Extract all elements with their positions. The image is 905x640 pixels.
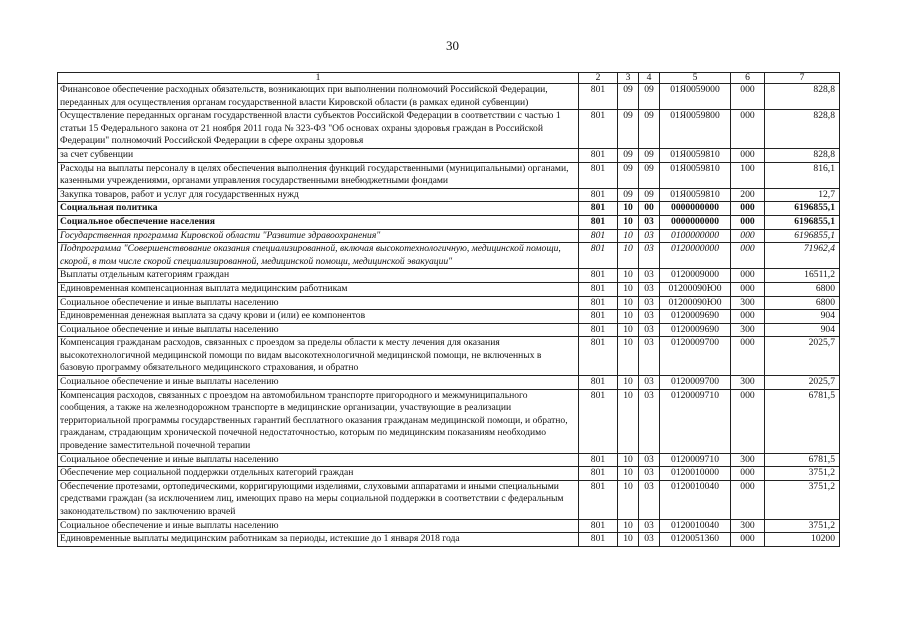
row-sum-cell: 10200 (765, 533, 840, 547)
row-sum-cell: 2025,7 (765, 376, 840, 390)
row-sum-cell: 904 (765, 310, 840, 324)
row-section-cell: 10 (618, 243, 639, 269)
row-subsection-cell: 00 (639, 202, 660, 216)
row-sum-cell: 6800 (765, 296, 840, 310)
row-expense-type-cell: 000 (731, 84, 765, 110)
row-name-cell: Социальное обеспечение и иные выплаты населению (58, 296, 579, 310)
row-grbs-cell: 801 (579, 188, 618, 202)
row-subsection-cell: 03 (639, 389, 660, 453)
row-target-article-cell: 0120051360 (660, 533, 731, 547)
table-row (58, 269, 840, 283)
row-expense-type-cell: 000 (731, 337, 765, 376)
row-expense-type-cell: 000 (731, 480, 765, 519)
table-row (58, 310, 840, 324)
row-grbs-cell: 801 (579, 533, 618, 547)
row-name-cell: Единовременная денежная выплата за сдачу крови и (или) ее компонентов (58, 310, 579, 324)
row-grbs-cell: 801 (579, 480, 618, 519)
row-grbs-cell: 801 (579, 148, 618, 162)
table-row (58, 84, 840, 110)
row-target-article-cell: 0120009000 (660, 269, 731, 283)
row-name-cell: Социальное обеспечение и иные выплаты населению (58, 323, 579, 337)
row-subsection-cell: 03 (639, 269, 660, 283)
budget-table (57, 72, 840, 547)
row-target-article-cell: 0120000000 (660, 243, 731, 269)
header-cell: 4 (639, 73, 660, 84)
row-name-cell: Расходы на выплаты персоналу в целях обеспечения выполнения функций государственными (муниципальными) органами, казенными учреждениями, органами управления государственными внебюджетными фондами (58, 162, 579, 188)
row-expense-type-cell: 300 (731, 323, 765, 337)
table-row (58, 337, 840, 376)
row-name-cell: Компенсация расходов, связанных с проездом на автомобильном транспорте пригородного и межмуниципального сообщения, а также на железнодорожном транспорте в медицинские организации, участвующие в реализации территориальной программы государственных гарантий бесплатного оказания гражданам медицинской помощи, и обратно, гражданам, страдающим хронической почечной недостаточностью, которым по медицинским показаниям необходимо проведение заместительной почечной терапии (58, 389, 579, 453)
row-section-cell: 10 (618, 337, 639, 376)
row-grbs-cell: 801 (579, 215, 618, 229)
row-section-cell: 10 (618, 269, 639, 283)
row-grbs-cell: 801 (579, 376, 618, 390)
row-section-cell: 10 (618, 229, 639, 243)
table-row (58, 467, 840, 481)
row-target-article-cell: 0120009700 (660, 337, 731, 376)
row-section-cell: 09 (618, 84, 639, 110)
row-section-cell: 10 (618, 480, 639, 519)
row-expense-type-cell: 000 (731, 269, 765, 283)
row-target-article-cell: 0120010000 (660, 467, 731, 481)
row-target-article-cell: 0120009710 (660, 389, 731, 453)
row-name-cell: Подпрограмма "Совершенствование оказания специализированной, включая высокотехнологичную, медицинской помощи, скорой, в том числе скорой специализированной, медицинской помощи, медицинской эвакуации" (58, 243, 579, 269)
row-section-cell: 09 (618, 110, 639, 149)
row-name-cell: Социальное обеспечение и иные выплаты населению (58, 519, 579, 533)
row-name-cell: Социальное обеспечение и иные выплаты населению (58, 453, 579, 467)
row-target-article-cell: 0100000000 (660, 229, 731, 243)
header-cell: 2 (579, 73, 618, 84)
row-sum-cell: 816,1 (765, 162, 840, 188)
row-subsection-cell: 03 (639, 533, 660, 547)
row-name-cell: Социальное обеспечение населения (58, 215, 579, 229)
row-section-cell: 10 (618, 453, 639, 467)
row-subsection-cell: 03 (639, 519, 660, 533)
row-expense-type-cell: 300 (731, 296, 765, 310)
row-subsection-cell: 03 (639, 480, 660, 519)
row-sum-cell: 828,8 (765, 148, 840, 162)
row-section-cell: 10 (618, 323, 639, 337)
row-target-article-cell: 01Я0059000 (660, 84, 731, 110)
row-section-cell: 10 (618, 215, 639, 229)
table-row (58, 110, 840, 149)
row-expense-type-cell: 000 (731, 282, 765, 296)
row-expense-type-cell: 000 (731, 202, 765, 216)
row-section-cell: 09 (618, 162, 639, 188)
row-grbs-cell: 801 (579, 229, 618, 243)
row-subsection-cell: 09 (639, 110, 660, 149)
row-grbs-cell: 801 (579, 162, 618, 188)
row-sum-cell: 6800 (765, 282, 840, 296)
row-subsection-cell: 03 (639, 296, 660, 310)
table-row (58, 389, 840, 453)
table-row (58, 296, 840, 310)
table-row (58, 148, 840, 162)
row-name-cell: Закупка товаров, работ и услуг для государственных нужд (58, 188, 579, 202)
row-grbs-cell: 801 (579, 519, 618, 533)
row-target-article-cell: 0000000000 (660, 215, 731, 229)
header-cell: 5 (660, 73, 731, 84)
table-row (58, 215, 840, 229)
row-sum-cell: 12,7 (765, 188, 840, 202)
row-grbs-cell: 801 (579, 337, 618, 376)
row-section-cell: 10 (618, 533, 639, 547)
row-target-article-cell: 0120009690 (660, 310, 731, 324)
row-subsection-cell: 03 (639, 467, 660, 481)
row-expense-type-cell: 100 (731, 162, 765, 188)
row-expense-type-cell: 000 (731, 110, 765, 149)
row-section-cell: 10 (618, 282, 639, 296)
row-name-cell: за счет субвенции (58, 148, 579, 162)
row-sum-cell: 16511,2 (765, 269, 840, 283)
page-number: 30 (446, 38, 459, 53)
row-subsection-cell: 03 (639, 215, 660, 229)
row-subsection-cell: 03 (639, 323, 660, 337)
row-expense-type-cell: 000 (731, 243, 765, 269)
row-section-cell: 09 (618, 148, 639, 162)
table-body (58, 73, 840, 547)
row-expense-type-cell: 300 (731, 376, 765, 390)
row-target-article-cell: 0120010040 (660, 480, 731, 519)
row-grbs-cell: 801 (579, 453, 618, 467)
row-target-article-cell: 0120009690 (660, 323, 731, 337)
table-row (58, 533, 840, 547)
row-expense-type-cell: 200 (731, 188, 765, 202)
row-section-cell: 10 (618, 310, 639, 324)
row-sum-cell: 828,8 (765, 84, 840, 110)
row-name-cell: Социальная политика (58, 202, 579, 216)
row-name-cell: Единовременные выплаты медицинским работникам за периоды, истекшие до 1 января 2018 года (58, 533, 579, 547)
row-subsection-cell: 03 (639, 229, 660, 243)
row-sum-cell: 3751,2 (765, 480, 840, 519)
row-grbs-cell: 801 (579, 323, 618, 337)
row-expense-type-cell: 000 (731, 533, 765, 547)
row-expense-type-cell: 300 (731, 453, 765, 467)
row-grbs-cell: 801 (579, 389, 618, 453)
row-target-article-cell: 01Я0059810 (660, 148, 731, 162)
row-name-cell: Социальное обеспечение и иные выплаты населению (58, 376, 579, 390)
row-expense-type-cell: 000 (731, 310, 765, 324)
row-sum-cell: 904 (765, 323, 840, 337)
row-sum-cell: 3751,2 (765, 467, 840, 481)
row-subsection-cell: 03 (639, 376, 660, 390)
row-subsection-cell: 09 (639, 162, 660, 188)
row-grbs-cell: 801 (579, 296, 618, 310)
row-grbs-cell: 801 (579, 110, 618, 149)
row-target-article-cell: 01Я0059810 (660, 162, 731, 188)
row-expense-type-cell: 000 (731, 389, 765, 453)
row-expense-type-cell: 000 (731, 215, 765, 229)
row-section-cell: 10 (618, 389, 639, 453)
row-grbs-cell: 801 (579, 243, 618, 269)
table-row (58, 519, 840, 533)
table-row (58, 453, 840, 467)
row-target-article-cell: 0120010040 (660, 519, 731, 533)
row-grbs-cell: 801 (579, 310, 618, 324)
row-grbs-cell: 801 (579, 467, 618, 481)
table-row (58, 202, 840, 216)
row-name-cell: Компенсация гражданам расходов, связанных с проездом за пределы области к месту лечения для оказания высокотехнологичной медицинской помощи по видам высокотехнологичной медицинской помощи, не включенных в базовую программу обязательного медицинского страхования, и обратно (58, 337, 579, 376)
row-section-cell: 10 (618, 296, 639, 310)
row-name-cell: Единовременная компенсационная выплата медицинским работникам (58, 282, 579, 296)
row-sum-cell: 3751,2 (765, 519, 840, 533)
row-name-cell: Осуществление переданных органам государственной власти субъектов Российской Федерации в соответствии с частью 1 статьи 15 Федерального закона от 21 ноября 2011 года № 323-ФЗ "Об основах охраны здоровья граждан в Российской Федерации" полномочий Российской Федерации в сфере охраны здоровья (58, 110, 579, 149)
row-expense-type-cell: 000 (731, 229, 765, 243)
row-section-cell: 10 (618, 519, 639, 533)
row-target-article-cell: 01Я0059800 (660, 110, 731, 149)
row-name-cell: Выплаты отдельным категориям граждан (58, 269, 579, 283)
row-grbs-cell: 801 (579, 269, 618, 283)
row-grbs-cell: 801 (579, 202, 618, 216)
row-expense-type-cell: 000 (731, 467, 765, 481)
row-expense-type-cell: 000 (731, 148, 765, 162)
row-sum-cell: 6196855,1 (765, 202, 840, 216)
row-grbs-cell: 801 (579, 282, 618, 296)
row-grbs-cell: 801 (579, 84, 618, 110)
table-row (58, 188, 840, 202)
row-sum-cell: 6196855,1 (765, 229, 840, 243)
row-name-cell: Финансовое обеспечение расходных обязательств, возникающих при выполнении полномочий Российской Федерации, переданных для осуществления органам государственной власти Кировской области (в рамках единой субвенции) (58, 84, 579, 110)
header-cell: 3 (618, 73, 639, 84)
row-subsection-cell: 03 (639, 337, 660, 376)
row-expense-type-cell: 300 (731, 519, 765, 533)
row-sum-cell: 6781,5 (765, 389, 840, 453)
row-name-cell: Государственная программа Кировской области "Развитие здравоохранения" (58, 229, 579, 243)
row-subsection-cell: 03 (639, 243, 660, 269)
table-row (58, 480, 840, 519)
row-target-article-cell: 01200090Ю0 (660, 282, 731, 296)
row-name-cell: Обеспечение протезами, ортопедическими, корригирующими изделиями, слуховыми аппаратами и иными специальными средствами граждан (за исключением лиц, имеющих право на меры социальной поддержки в соответствии с федеральным законодательством) по заключению врачей (58, 480, 579, 519)
row-target-article-cell: 0000000000 (660, 202, 731, 216)
table-header-row (58, 73, 840, 84)
header-cell: 1 (58, 73, 579, 84)
row-subsection-cell: 09 (639, 148, 660, 162)
row-section-cell: 10 (618, 467, 639, 481)
row-sum-cell: 2025,7 (765, 337, 840, 376)
table-row (58, 323, 840, 337)
row-target-article-cell: 0120009710 (660, 453, 731, 467)
row-section-cell: 10 (618, 376, 639, 390)
row-subsection-cell: 09 (639, 188, 660, 202)
header-cell: 6 (731, 73, 765, 84)
row-name-cell: Обеспечение мер социальной поддержки отдельных категорий граждан (58, 467, 579, 481)
row-section-cell: 09 (618, 188, 639, 202)
row-sum-cell: 6196855,1 (765, 215, 840, 229)
header-cell: 7 (765, 73, 840, 84)
row-subsection-cell: 09 (639, 84, 660, 110)
table-row (58, 162, 840, 188)
row-sum-cell: 6781,5 (765, 453, 840, 467)
row-sum-cell: 828,8 (765, 110, 840, 149)
row-subsection-cell: 03 (639, 453, 660, 467)
row-target-article-cell: 0120009700 (660, 376, 731, 390)
row-target-article-cell: 01200090Ю0 (660, 296, 731, 310)
table-row (58, 243, 840, 269)
row-section-cell: 10 (618, 202, 639, 216)
row-subsection-cell: 03 (639, 310, 660, 324)
row-subsection-cell: 03 (639, 282, 660, 296)
row-target-article-cell: 01Я0059810 (660, 188, 731, 202)
row-sum-cell: 71962,4 (765, 243, 840, 269)
table-row (58, 282, 840, 296)
table-row (58, 376, 840, 390)
table-row (58, 229, 840, 243)
